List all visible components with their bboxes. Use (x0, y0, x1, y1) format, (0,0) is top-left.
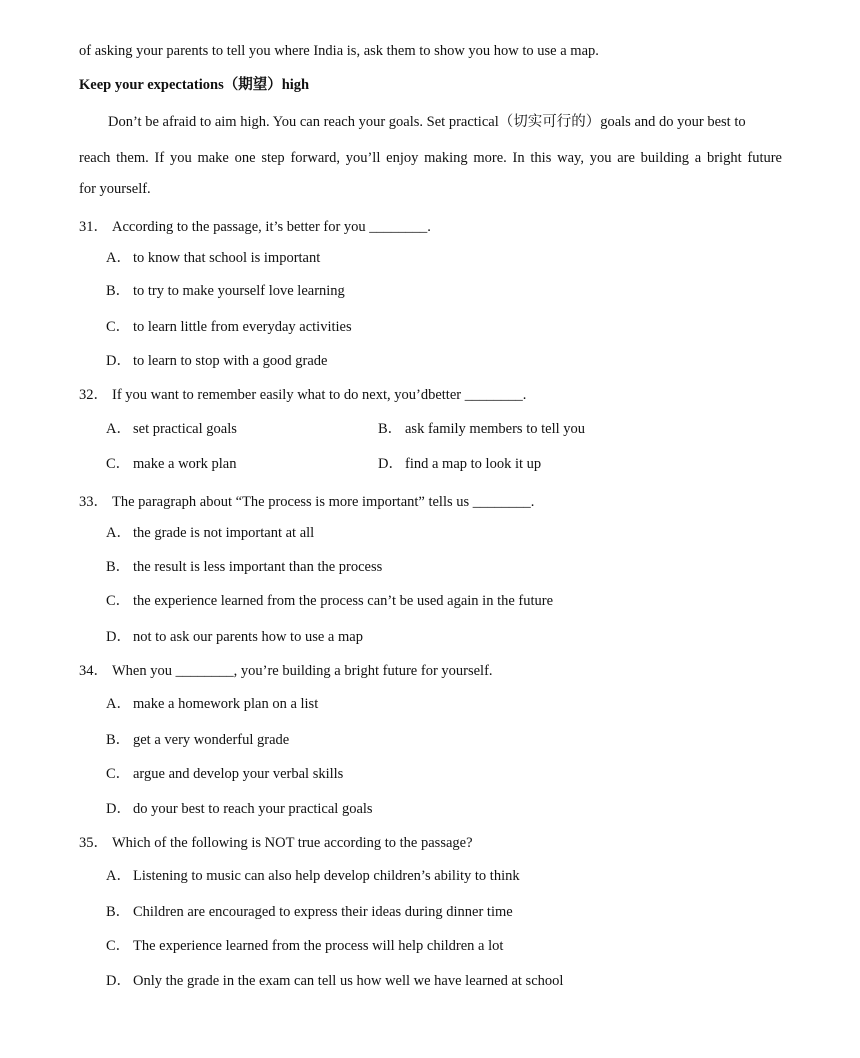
option-text: The experience learned from the process will help children a lot (133, 938, 504, 954)
passage-line: Don’t be afraid to aim high. You can reach your goals. Set practical（切实可行的）goals and do your best to (108, 114, 746, 130)
option-a (106, 524, 314, 542)
option-a (106, 249, 320, 267)
option-text: find a map to look it up (405, 456, 542, 472)
option-label: A． (106, 868, 131, 884)
question-text: If you want to remember easily what to do next, you’dbetter ________. (112, 387, 527, 403)
question-stem (79, 493, 534, 511)
option-d (378, 455, 541, 473)
option-d (106, 972, 563, 990)
question-stem (79, 662, 493, 680)
option-text: the result is less important than the process (133, 559, 383, 575)
question-stem (79, 218, 431, 236)
question-stem (79, 834, 473, 852)
option-label: C． (106, 938, 131, 954)
option-text: argue and develop your verbal skills (133, 766, 344, 782)
option-label: D． (106, 629, 131, 645)
option-label: C． (106, 593, 131, 609)
option-text: make a homework plan on a list (133, 696, 319, 712)
section-heading: Keep your expectations（期望）high (79, 77, 310, 93)
option-text: make a work plan (133, 456, 237, 472)
option-c (106, 937, 503, 955)
option-label: A． (106, 421, 131, 437)
option-a (106, 695, 318, 713)
question-text: According to the passage, it’s better for you ________. (112, 219, 431, 235)
question-number: 35． (79, 835, 108, 851)
question-number: 34． (79, 663, 108, 679)
option-c (106, 765, 343, 783)
option-b (106, 903, 513, 921)
option-c (106, 455, 236, 473)
option-text: to learn little from everyday activities (133, 319, 352, 335)
option-label: D． (106, 353, 131, 369)
option-label: B． (106, 732, 131, 748)
question-stem (79, 386, 526, 404)
option-text: do your best to reach your practical goals (133, 801, 373, 817)
option-label: B． (106, 559, 131, 575)
passage-line: for yourself. (79, 181, 151, 197)
option-text: the grade is not important at all (133, 525, 315, 541)
question-text: The paragraph about “The process is more important” tells us ________. (112, 494, 535, 510)
option-c (106, 318, 352, 336)
option-text: Children are encouraged to express their ideas during dinner time (133, 904, 513, 920)
option-label: B． (106, 904, 131, 920)
option-d (106, 352, 328, 370)
question-number: 31． (79, 219, 108, 235)
option-label: C． (106, 766, 131, 782)
option-label: C． (106, 456, 131, 472)
option-text: ask family members to tell you (405, 421, 586, 437)
option-label: D． (378, 456, 403, 472)
option-text: to try to make yourself love learning (133, 283, 345, 299)
option-text: Only the grade in the exam can tell us how well we have learned at school (133, 973, 564, 989)
option-text: to learn to stop with a good grade (133, 353, 328, 369)
option-label: A． (106, 250, 131, 266)
option-a (106, 867, 520, 885)
option-label: B． (106, 283, 131, 299)
option-d (106, 628, 363, 646)
question-number: 32． (79, 387, 108, 403)
option-d (106, 800, 373, 818)
option-text: not to ask our parents how to use a map (133, 629, 363, 645)
question-text: When you ________, you’re building a bright future for yourself. (112, 663, 493, 679)
option-label: B． (378, 421, 403, 437)
option-label: A． (106, 525, 131, 541)
option-text: to know that school is important (133, 250, 321, 266)
option-a (106, 420, 237, 438)
option-text: get a very wonderful grade (133, 732, 290, 748)
option-b (106, 558, 382, 576)
option-text: the experience learned from the process can’t be used again in the future (133, 593, 554, 609)
option-text: Listening to music can also help develop children’s ability to think (133, 868, 520, 884)
passage-line: of asking your parents to tell you where India is, ask them to show you how to use a map. (79, 43, 599, 59)
option-c (106, 592, 553, 610)
option-label: A． (106, 696, 131, 712)
option-b (378, 420, 585, 438)
option-b (106, 731, 289, 749)
option-b (106, 282, 345, 300)
option-label: C． (106, 319, 131, 335)
question-number: 33． (79, 494, 108, 510)
question-text: Which of the following is NOT true according to the passage? (112, 835, 473, 851)
option-label: D． (106, 973, 131, 989)
option-label: D． (106, 801, 131, 817)
option-text: set practical goals (133, 421, 237, 437)
passage-line: reach them. If you make one step forward, you’ll enjoy making more. In this way, you are building a bright future (79, 150, 782, 166)
